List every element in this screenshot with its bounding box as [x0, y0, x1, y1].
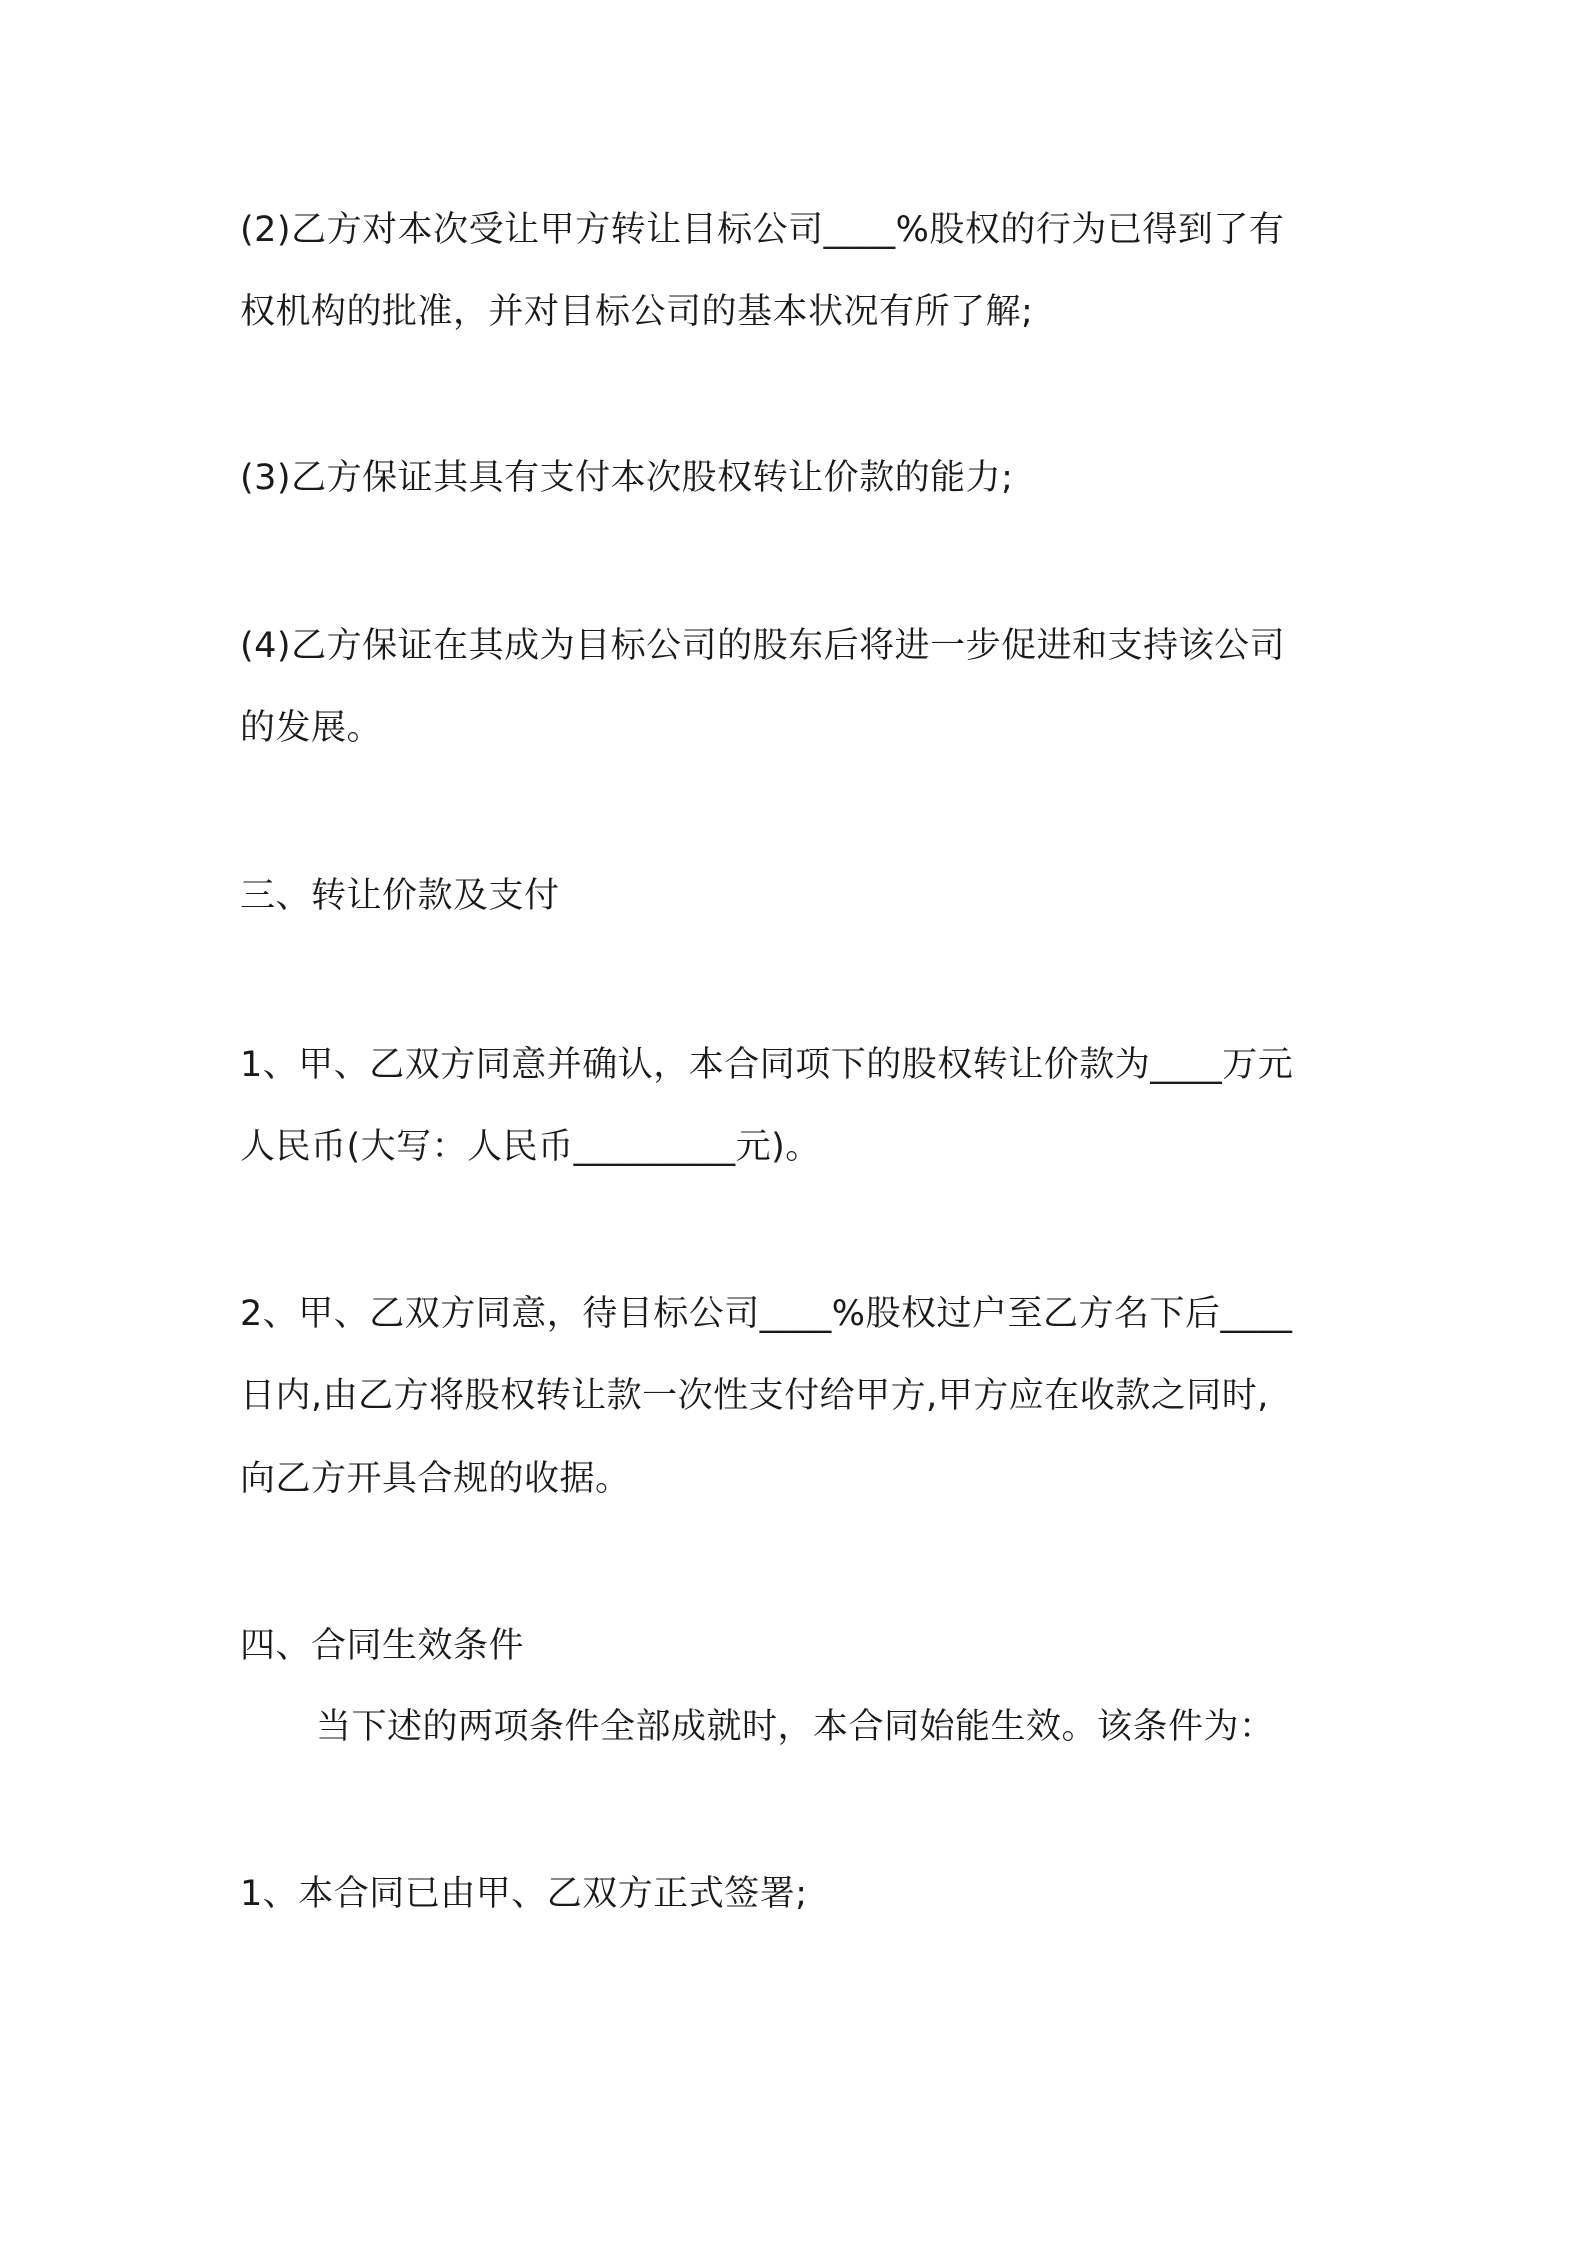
section-3-item-2-line-2: 日内,由乙方将股权转让款一次性支付给甲方,甲方应在收款之同时,: [240, 1376, 1269, 1416]
section-3-item-1-line-2: 人民币(大写：人民币_________元)。: [240, 1127, 821, 1167]
section-3-item-2-line-1: 2、甲、乙双方同意，待目标公司____%股权过户至乙方名下后____: [240, 1294, 1293, 1334]
section-3-item-1-line-1: 1、甲、乙双方同意并确认，本合同项下的股权转让价款为____万元: [240, 1045, 1294, 1085]
clause-2-line-2: 权机构的批准，并对目标公司的基本状况有所了解;: [240, 292, 1034, 332]
clause-2-line-1: (2)乙方对本次受让甲方转让目标公司____%股权的行为已得到了有: [240, 210, 1285, 250]
section-3-item-2-line-3: 向乙方开具合规的收据。: [240, 1459, 631, 1499]
section-4-heading: 四、合同生效条件: [240, 1626, 525, 1666]
clause-4-line-1: (4)乙方保证在其成为目标公司的股东后将进一步促进和支持该公司: [240, 626, 1286, 666]
section-4-item-1: 1、本合同已由甲、乙双方正式签署;: [240, 1874, 808, 1914]
clause-4-line-2: 的发展。: [240, 708, 383, 748]
section-4-intro: 当下述的两项条件全部成就时，本合同始能生效。该条件为：: [316, 1707, 1275, 1747]
clause-3-line-1: (3)乙方保证其具有支付本次股权转让价款的能力;: [240, 458, 1014, 498]
section-3-heading: 三、转让价款及支付: [240, 876, 560, 916]
